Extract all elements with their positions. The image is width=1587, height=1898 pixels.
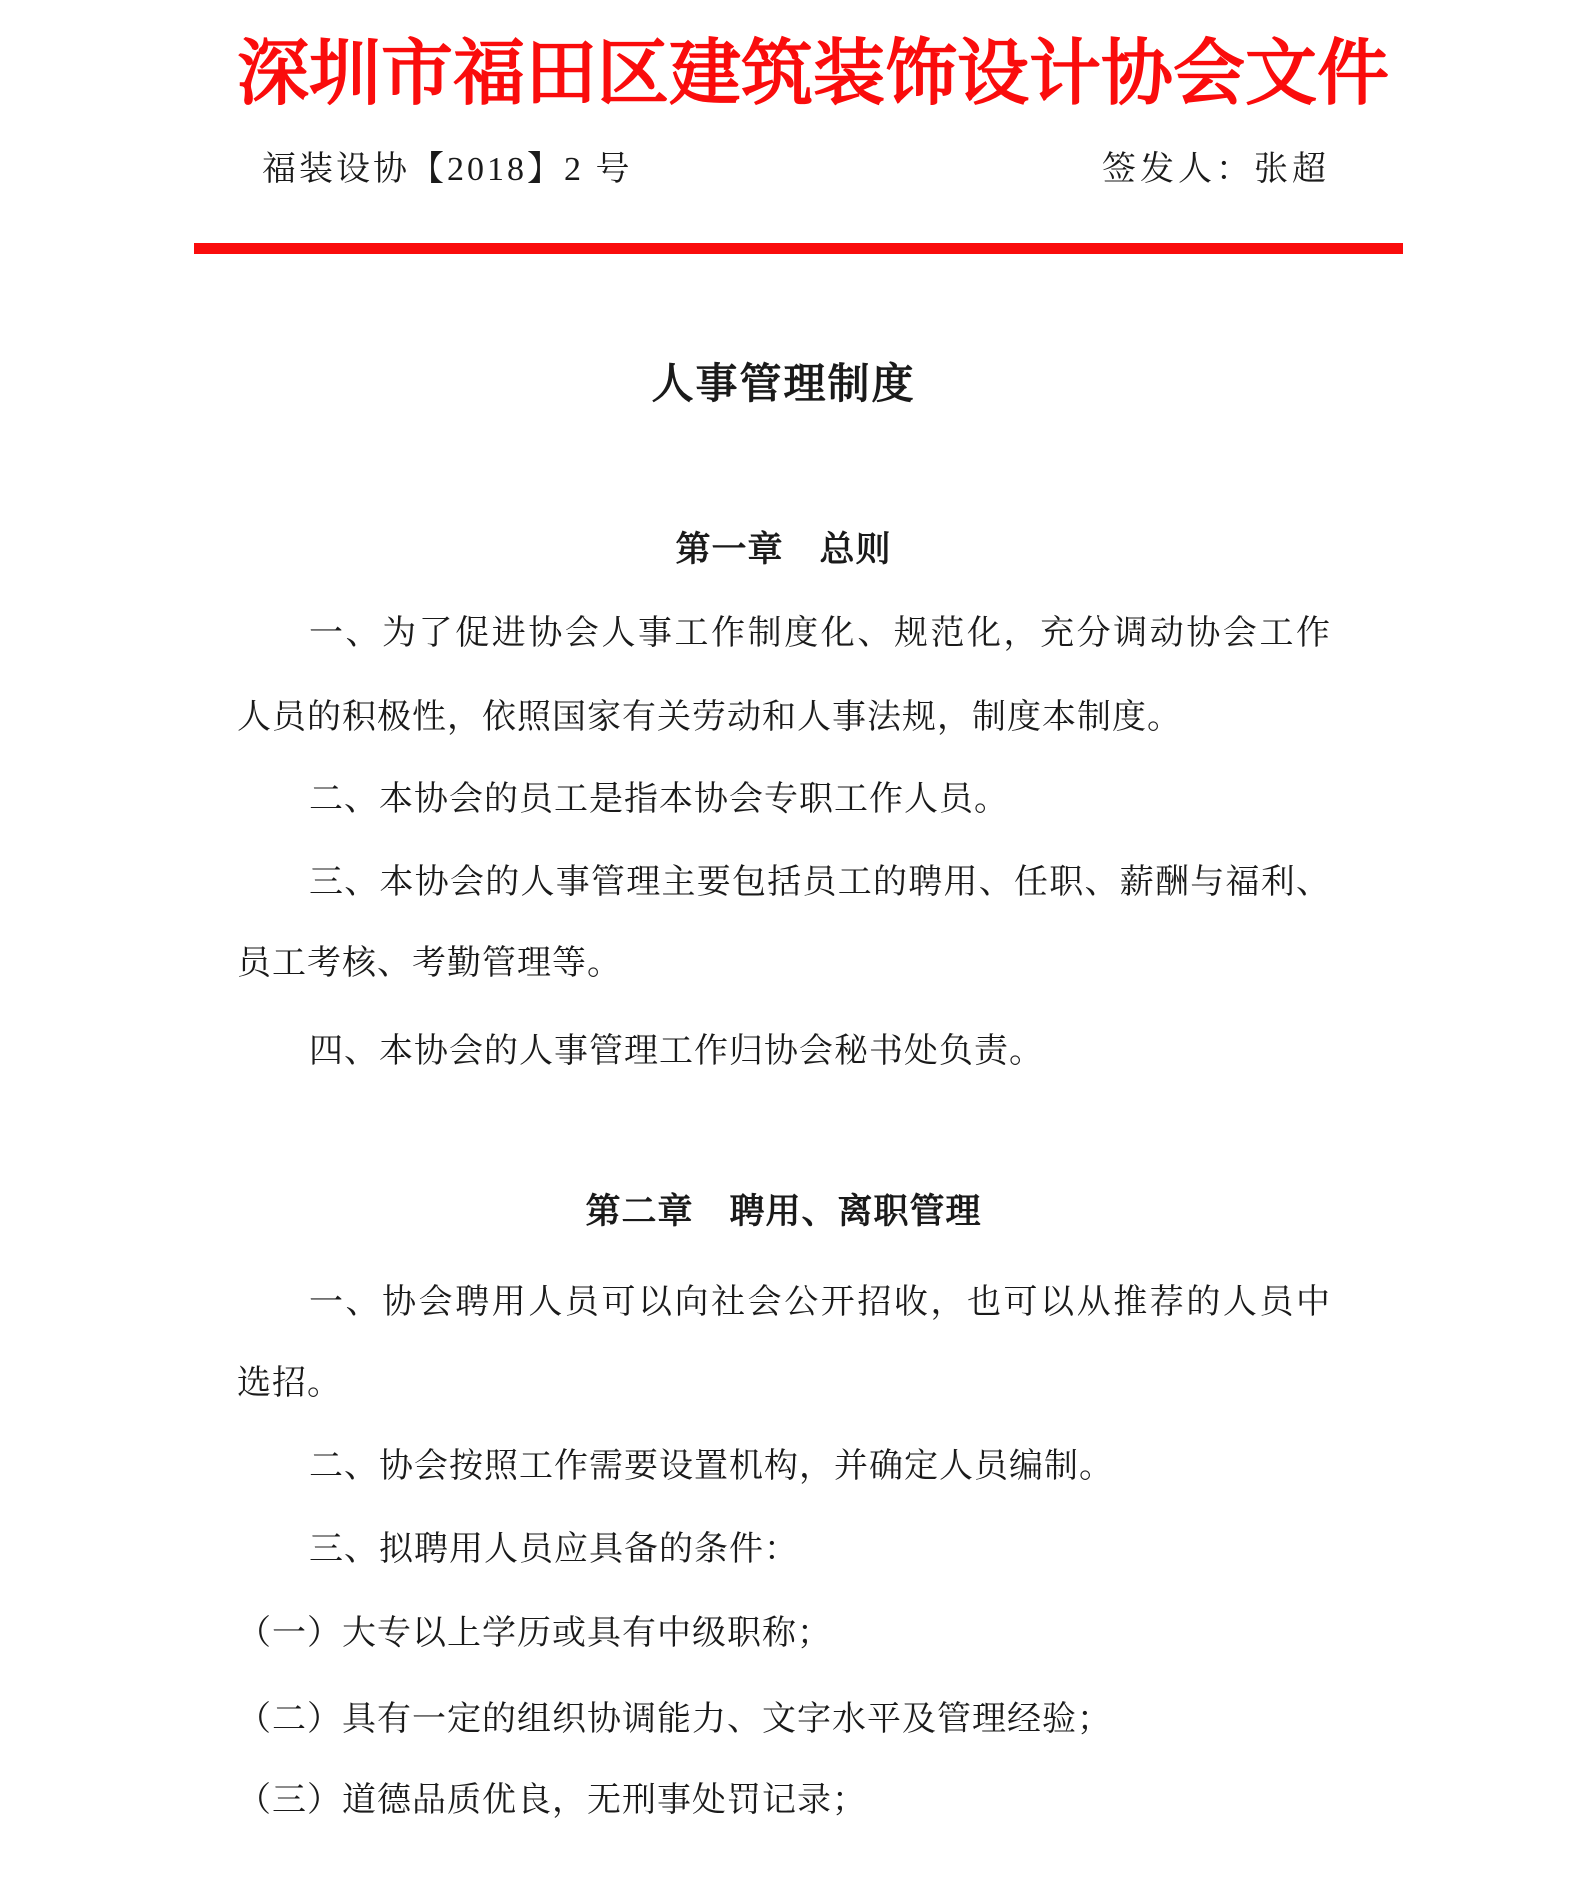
doc-info-row [237,145,1330,195]
body-line: 员工考核、考勤管理等。 [237,945,622,982]
document-title: 人事管理制度 [651,362,916,408]
list-item: （二）具有一定的组织协调能力、文字水平及管理经验； [237,1701,1112,1738]
red-divider [194,243,1403,254]
body-line: 四、本协会的人事管理工作归协会秘书处负责。 [309,1033,1044,1070]
body-line: 一、为了促进协会人事工作制度化、规范化，充分调动协会工作 [309,615,1330,652]
list-item: （一）大专以上学历或具有中级职称； [237,1615,832,1652]
chapter-1-heading: 第一章 总则 [675,530,892,569]
doc-number: 福装设协【2018】2 号 [262,151,633,188]
list-item: （三）道德品质优良，无刑事处罚记录； [237,1782,867,1819]
body-line: 一、协会聘用人员可以向社会公开招收，也可以从推荐的人员中 [309,1284,1330,1321]
org-title: 深圳市福田区建筑装饰设计协会文件 [237,34,1390,114]
body-line: 三、拟聘用人员应具备的条件： [309,1531,799,1568]
chapter-2-heading: 第二章 聘用、离职管理 [585,1192,982,1231]
body-line: 二、本协会的员工是指本协会专职工作人员。 [309,781,1009,818]
body-line: 选招。 [237,1365,342,1402]
body-line: 三、本协会的人事管理主要包括员工的聘用、任职、薪酬与福利、 [309,864,1330,901]
body-line: 二、协会按照工作需要设置机构，并确定人员编制。 [309,1448,1114,1485]
issuer-name: 签发人：张超 [1102,151,1330,188]
body-line: 人员的积极性，依照国家有关劳动和人事法规，制度本制度。 [237,699,1182,736]
